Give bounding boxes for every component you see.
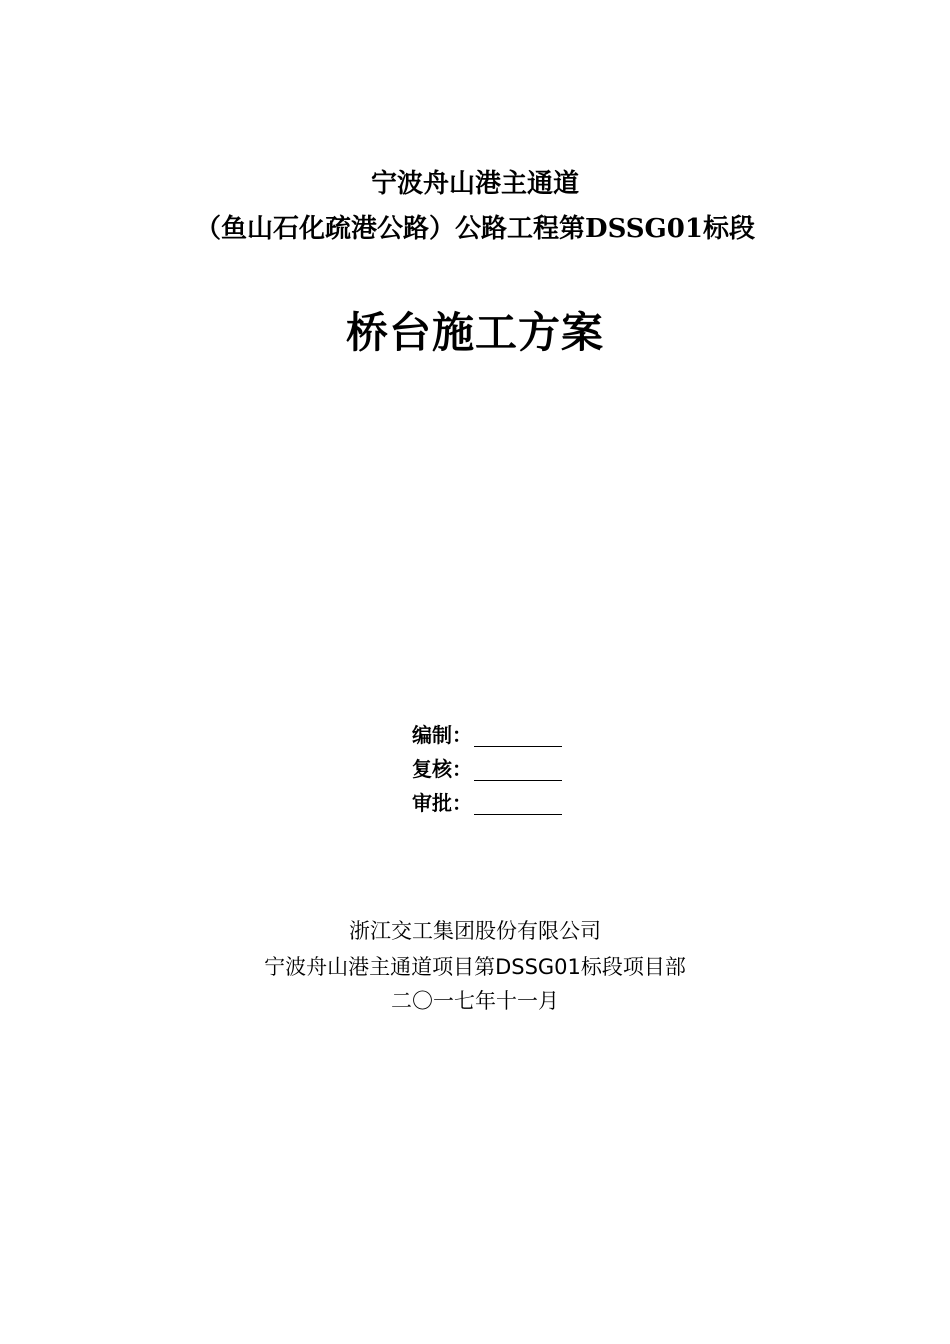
signature-row-reviewed — [412, 752, 612, 786]
signature-row-approved — [412, 786, 612, 820]
project-name-line-2: （鱼山石化疏港公路）公路工程第DSSG01标段 — [195, 214, 755, 244]
company-name: 浙江交工集团股份有限公司 — [349, 919, 601, 943]
compiled-label: 编制： — [412, 723, 472, 747]
project-name-line-1: 宁波舟山港主通道 — [370, 169, 579, 199]
approved-label: 审批： — [412, 791, 472, 815]
compiled-signature-line — [474, 726, 562, 747]
signature-row-compiled — [412, 718, 612, 752]
reviewed-signature-line — [474, 760, 562, 781]
approved-signature-line — [474, 794, 562, 815]
document-title: 桥台施工方案 — [345, 308, 604, 357]
document-date: 二〇一七年十一月 — [391, 989, 559, 1013]
project-department: 宁波舟山港主通道项目第DSSG01标段项目部 — [264, 955, 686, 979]
reviewed-label: 复核： — [412, 757, 472, 781]
signature-block — [412, 718, 612, 820]
